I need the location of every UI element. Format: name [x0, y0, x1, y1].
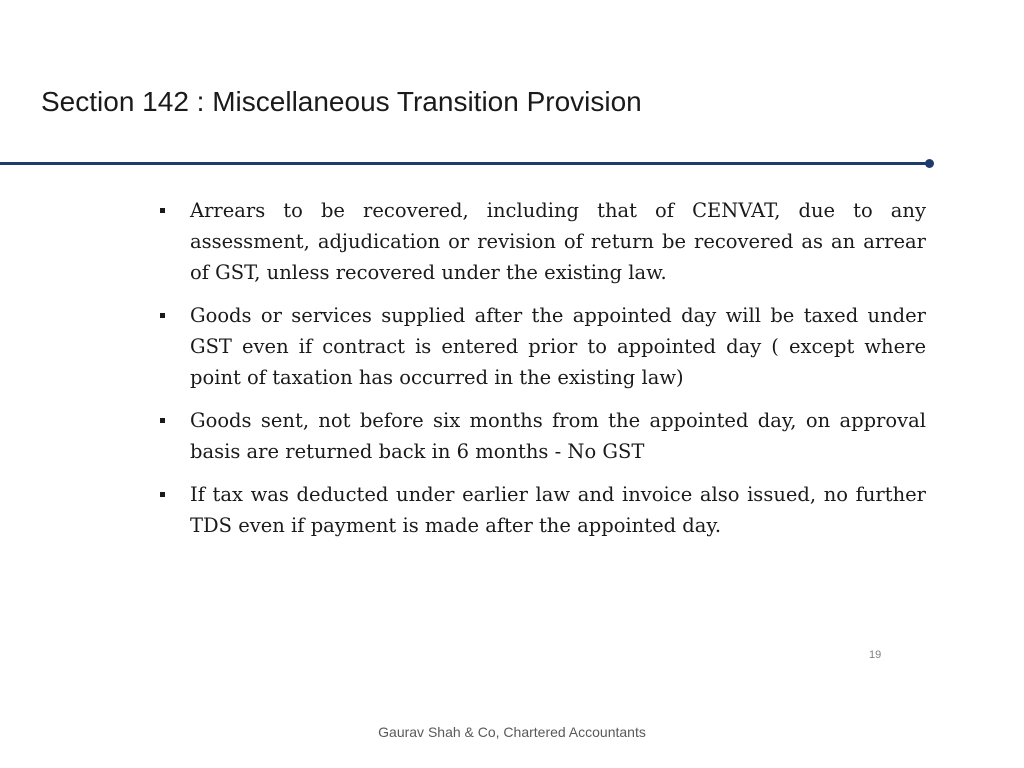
square-bullet-icon	[160, 313, 165, 318]
bullet-item-tds	[158, 479, 926, 541]
bullet-text: Arrears to be recovered, including that of CENVAT, due to any assessment, adjudication or revision of return be recovered as an arrear of GST, unless recovered under the existing law.	[190, 199, 926, 284]
footer-text: Gaurav Shah & Co, Chartered Accountants	[378, 724, 646, 740]
square-bullet-icon	[160, 208, 165, 213]
bullet-list	[158, 195, 926, 553]
bullet-text: Goods sent, not before six months from the appointed day, on approval basis are returned back in 6 months - No GST	[190, 409, 926, 463]
bullet-item-arrears	[158, 195, 926, 288]
bullet-text: Goods or services supplied after the appointed day will be taxed under GST even if contract is entered prior to appointed day ( except where point of taxation has occurred in the existing law)	[190, 304, 926, 389]
title-divider	[0, 162, 930, 165]
square-bullet-icon	[160, 492, 165, 497]
square-bullet-icon	[160, 418, 165, 423]
divider-end-dot	[925, 159, 934, 168]
bullet-item-supply-after-appointed-day	[158, 300, 926, 393]
bullet-item-approval-basis	[158, 405, 926, 467]
slide-title: Section 142 : Miscellaneous Transition Provision	[41, 86, 642, 117]
page-number: 19	[869, 649, 882, 661]
bullet-text: If tax was deducted under earlier law and invoice also issued, no further TDS even if payment is made after the appointed day.	[190, 483, 926, 537]
